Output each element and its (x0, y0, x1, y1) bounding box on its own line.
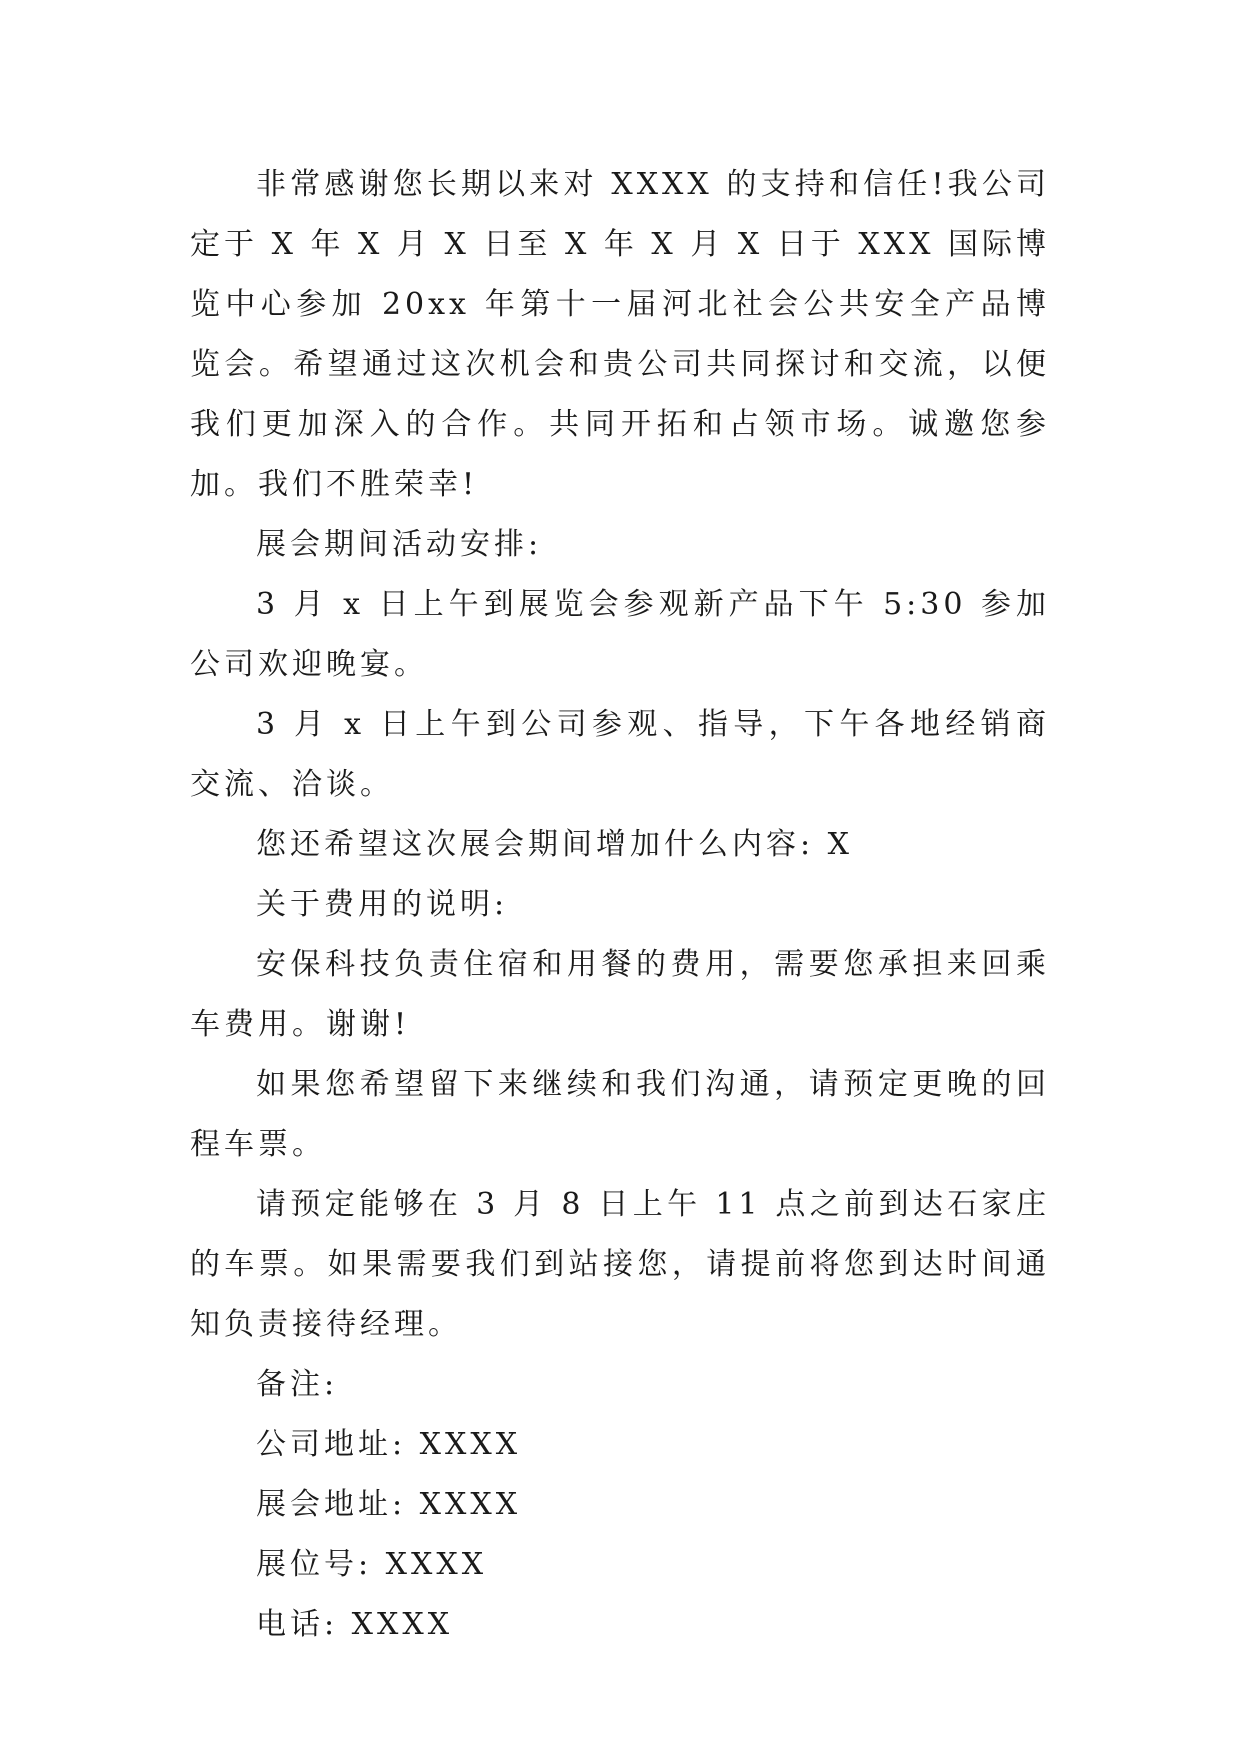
paragraph-phone: 电话: XXXX (256, 1607, 454, 1642)
document-body (190, 155, 1050, 1655)
paragraph-fee-detail: 安保科技负责住宿和用餐的费用，需要您承担来回乘车费用。谢谢! (190, 947, 1050, 1042)
paragraph-booth-number: 展位号: XXXX (256, 1547, 488, 1582)
paragraph-additional-content: 您还希望这次展会期间增加什么内容: X (256, 827, 854, 862)
paragraph-schedule-day2: 3 月 x 日上午到公司参观、指导，下午各地经销商交流、洽谈。 (190, 707, 1050, 802)
paragraph-company-address: 公司地址: XXXX (256, 1427, 522, 1462)
paragraph-return-ticket: 如果您希望留下来继续和我们沟通，请预定更晚的回程车票。 (190, 1067, 1050, 1162)
paragraph-schedule-day1: 3 月 x 日上午到展览会参观新产品下午 5:30 参加公司欢迎晚宴。 (190, 587, 1050, 682)
paragraph-arrival-ticket: 请预定能够在 3 月 8 日上午 11 点之前到达石家庄的车票。如果需要我们到站接您，请提前将您到达时间通知负责接待经理。 (190, 1187, 1050, 1342)
paragraph-invitation: 非常感谢您长期以来对 XXXX 的支持和信任!我公司定于 X 年 X 月 X 日至 X 年 X 月 X 日于 XXX 国际博览中心参加 20xx 年第十一届河北社会公共安全产品博览会。希望通过这次机会和贵公司共同探讨和交流，以便我们更加深入的合作。共同开拓和占领市场。诚邀您参加。我们不胜荣幸! (190, 167, 1050, 502)
paragraph-schedule-heading: 展会期间活动安排: (256, 527, 543, 562)
paragraph-fee-heading: 关于费用的说明: (256, 887, 509, 922)
paragraph-exhibition-address: 展会地址: XXXX (256, 1487, 522, 1522)
paragraph-notes-heading: 备注: (256, 1367, 339, 1402)
